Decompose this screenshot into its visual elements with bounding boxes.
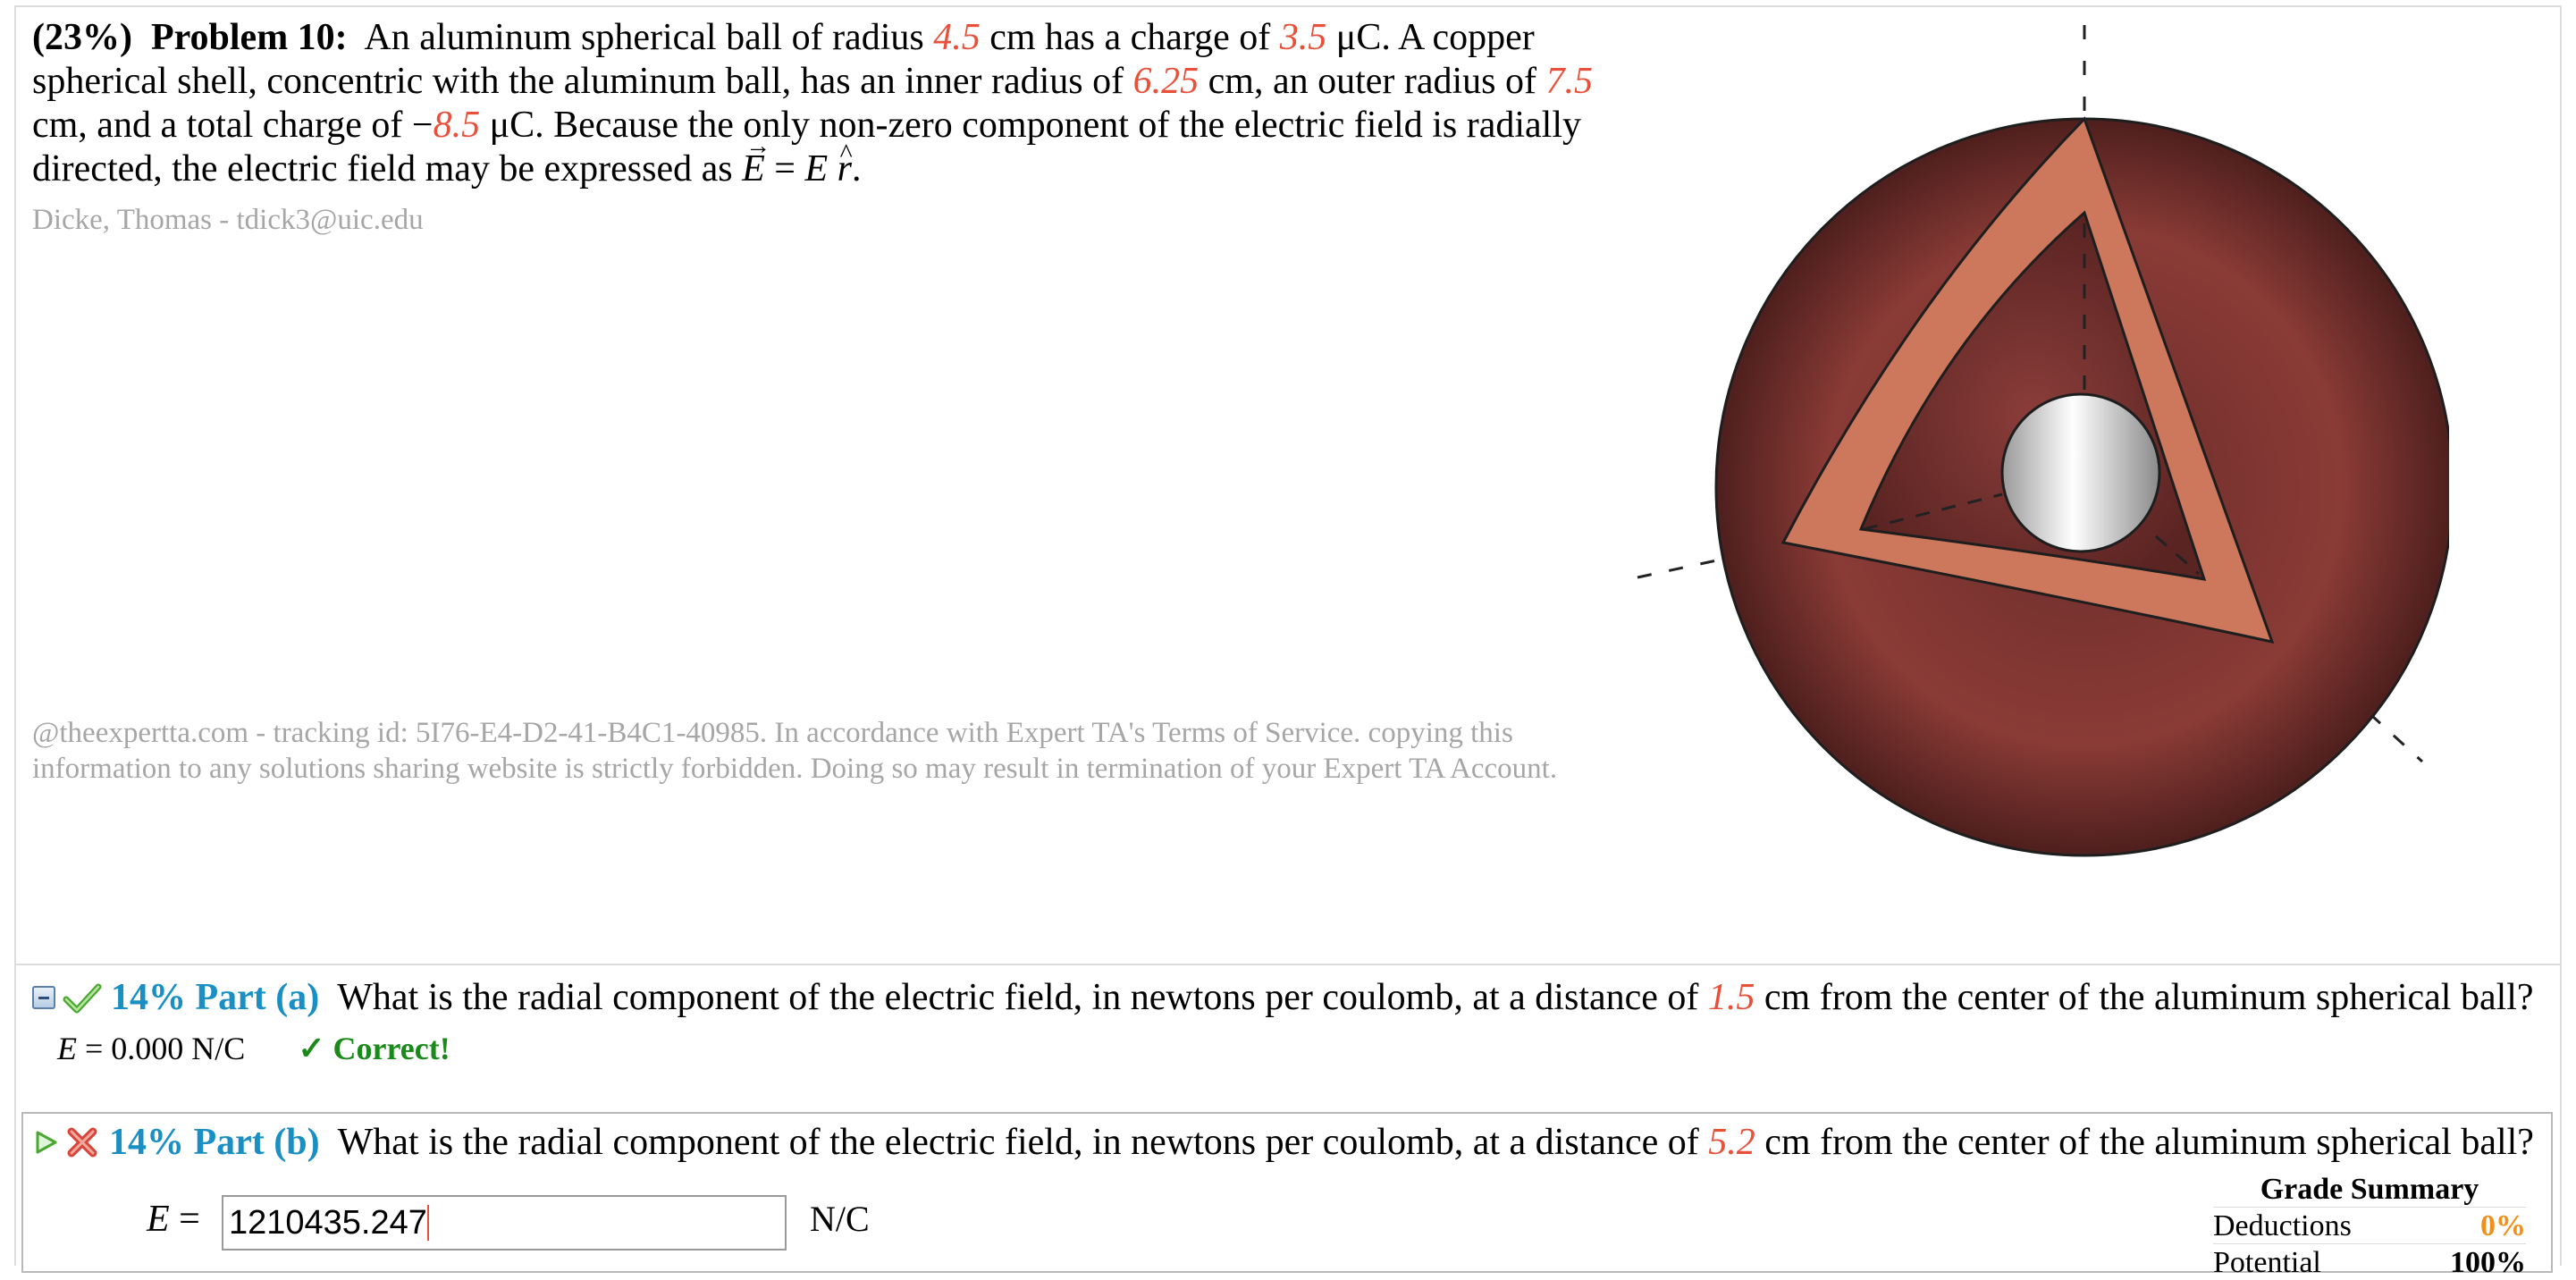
statement-text-5: cm, and a total charge of − — [32, 105, 434, 146]
part-a-label[interactable]: 14% Part (a) — [111, 977, 320, 1018]
part-a-question-2: cm from the center of the aluminum spherical ball? — [1764, 977, 2534, 1018]
outer-radius-value: 7.5 — [1545, 61, 1594, 102]
equation-e-magnitude: E — [804, 148, 829, 189]
part-b-equals: = — [169, 1199, 200, 1240]
equation-equals: = — [764, 148, 805, 189]
inner-radius-value: 6.25 — [1132, 61, 1200, 102]
problem-title: Problem 10: — [150, 17, 348, 58]
part-a-distance: 1.5 — [1707, 977, 1755, 1018]
student-identity: Dicke, Thomas - tdick3@uic.edu — [32, 204, 424, 236]
part-b-var: E — [147, 1199, 170, 1240]
statement-text-2: cm has a charge of — [989, 17, 1271, 58]
potential-value: 100% — [2450, 1246, 2526, 1279]
part-b-header — [32, 1121, 2534, 1164]
potential-label: Potential — [2213, 1246, 2321, 1279]
deductions-value: 0% — [2480, 1209, 2526, 1242]
grade-summary — [2213, 1173, 2526, 1280]
part-a-answer — [57, 1030, 450, 1067]
statement-text-1: An aluminum spherical ball of radius — [364, 17, 924, 58]
answer-input[interactable] — [222, 1195, 787, 1251]
part-b-distance: 5.2 — [1708, 1122, 1755, 1163]
statement-text-6: μC. Because the only non-zero component of the electric field is radially directed, the electric field may be expressed as — [32, 105, 1582, 189]
part-b-equation-label — [147, 1198, 200, 1241]
equation-end: . — [851, 148, 862, 189]
x-icon — [64, 1124, 100, 1160]
part-b-question-1: What is the radial component of the electric field, in newtons per coulomb, at a distance of — [337, 1122, 1699, 1163]
problem-statement — [32, 16, 1605, 191]
sphere-cutaway-figure — [1627, 18, 2449, 867]
checkmark-icon — [63, 980, 102, 1015]
part-a-answer-text: = 0.000 N/C — [77, 1031, 246, 1066]
part-a-header — [32, 976, 2534, 1019]
statement-text-3: μC. A copper spherical shell, concentric with the aluminum ball, has an inner radius of — [32, 17, 1535, 102]
statement-text-4: cm, an outer radius of — [1208, 61, 1537, 102]
collapse-icon[interactable] — [32, 986, 55, 1009]
play-icon[interactable] — [32, 1129, 59, 1156]
text-caret — [427, 1205, 429, 1241]
part-a-answer-var: E — [57, 1031, 77, 1066]
part-b-label[interactable]: 14% Part (b) — [109, 1122, 320, 1163]
copyright-notice: @theexpertta.com - tracking id: 5I76-E4-D2-41-B4C1-40985. In accordance with Expert TA's Terms of Service. copying this information to any solutions sharing website is strictly forbidden. Doing so may result in termination of your Expert TA Account. — [32, 717, 1558, 785]
deductions-label: Deductions — [2213, 1209, 2352, 1242]
shell-charge-value: 8.5 — [433, 105, 481, 146]
deductions-row — [2213, 1207, 2526, 1243]
unit-r-hat-symbol: ^ r — [838, 147, 852, 191]
grade-summary-title: Grade Summary — [2260, 1173, 2479, 1206]
aluminum-ball — [2002, 394, 2159, 552]
part-b-unit: N/C — [810, 1199, 870, 1239]
potential-row — [2213, 1243, 2526, 1280]
ball-radius-value: 4.5 — [933, 17, 981, 58]
vector-e-symbol: → E — [742, 147, 765, 191]
section-divider — [16, 964, 2560, 965]
correct-status: ✓ Correct! — [298, 1031, 450, 1066]
part-b-question-2: cm from the center of the aluminum spherical ball? — [1764, 1122, 2534, 1163]
ball-charge-value: 3.5 — [1279, 17, 1327, 58]
part-a-question-1: What is the radial component of the electric field, in newtons per coulomb, at a distance of — [337, 977, 1699, 1018]
problem-weight: (23%) — [32, 17, 132, 58]
